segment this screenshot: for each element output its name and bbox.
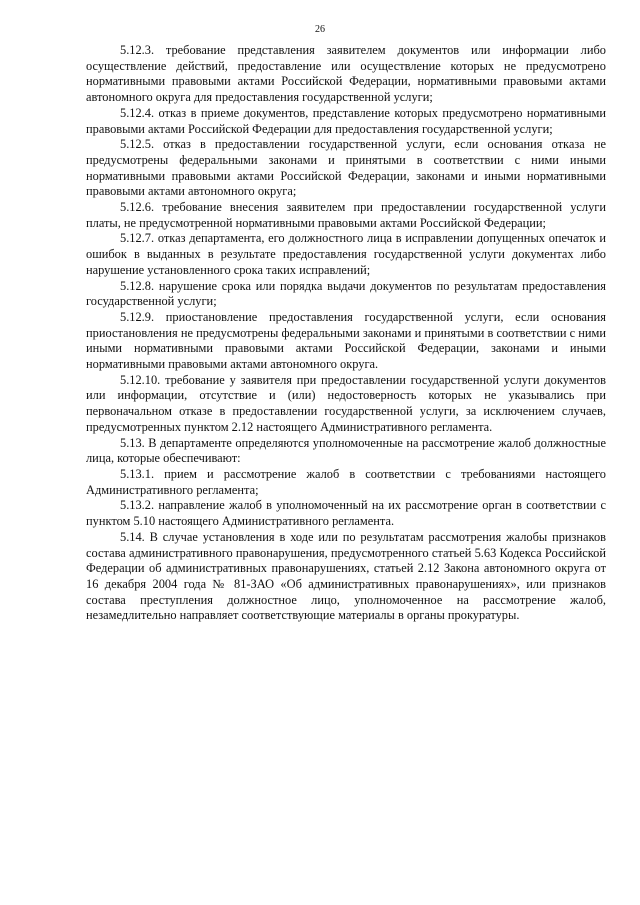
paragraph-5-12-6: 5.12.6. требование внесения заявителем при предоставлении государственной услуги платы, не предусмотренной нормативными правовыми актами Российской Федерации; — [86, 200, 606, 230]
paragraph-5-13-1: 5.13.1. прием и рассмотрение жалоб в соответствии с требованиями настоящего Административного регламента; — [86, 466, 606, 497]
paragraph-5-12-4: 5.12.4. отказ в приеме документов, представление которых предусмотрено нормативными правовыми актами Российской Федерации для предоставления государственной услуги; — [86, 105, 606, 136]
paragraph-5-12-10: 5.12.10. требование у заявителя при предоставлении государственной услуги документов или информации, отсутствие и (или) недостоверность которых не указывались при первоначальном отказе в предоставлении государственной услуги, за исключением случаев, предусмотренных пунктом 2.12 настоящего Административного регламента. — [86, 372, 606, 434]
paragraph-5-14: 5.14. В случае установления в ходе или по результатам рассмотрения жалобы признаков состава административного правонарушения, предусмотренного статьей 5.63 Кодекса Российской Федерации об административных правонарушениях, статьей 2.12 Закона автономного округа от 16 декабря 2004 года № 81-ЗАО «Об административных правонарушениях», или признаков состава преступления должностное лицо, уполномоченное на рассмотрение жалоб, незамедлительно направляет соответствующие материалы в органы прокуратуры. — [86, 529, 606, 623]
paragraph-5-12-3: 5.12.3. требование представления заявителем документов или информации либо осуществление действий, предоставление или осуществление которых не предусмотрено нормативными правовыми актами Российской Федерации, нормативными правовыми актами автономного округа для предоставления государственной услуги; — [86, 43, 606, 105]
paragraph-5-12-8: 5.12.8. нарушение срока или порядка выдачи документов по результатам предоставления государственной услуги; — [86, 278, 606, 309]
document-body — [86, 43, 606, 624]
paragraph-5-12-5: 5.12.5. отказ в предоставлении государственной услуги, если основания отказа не предусмотрены федеральными законами и принятыми в соответствии с ними иными нормативными правовыми актами Российской Федерации, законами и иными нормативными правовыми актами автономного округа; — [86, 137, 606, 199]
paragraph-5-12-7: 5.12.7. отказ департамента, его должностного лица в исправлении допущенных опечаток и ошибок в выданных в результате предоставления государственной услуги документах либо нарушение установленного срока таких исправлений; — [86, 231, 606, 277]
paragraph-5-13: 5.13. В департаменте определяются уполномоченные на рассмотрение жалоб должностные лица, которые обеспечивают: — [86, 435, 606, 466]
page-number: 26 — [315, 24, 325, 35]
paragraph-5-13-2: 5.13.2. направление жалоб в уполномоченный на их рассмотрение орган в соответствии с пунктом 5.10 настоящего Административного регламента. — [86, 498, 606, 529]
paragraph-5-12-9: 5.12.9. приостановление предоставления государственной услуги, если основания приостановления не предусмотрены федеральными законами и принятыми в соответствии с ними иными нормативными правовыми актами Российской Федерации, законами и иными нормативными правовыми актами автономного округа. — [86, 309, 606, 372]
